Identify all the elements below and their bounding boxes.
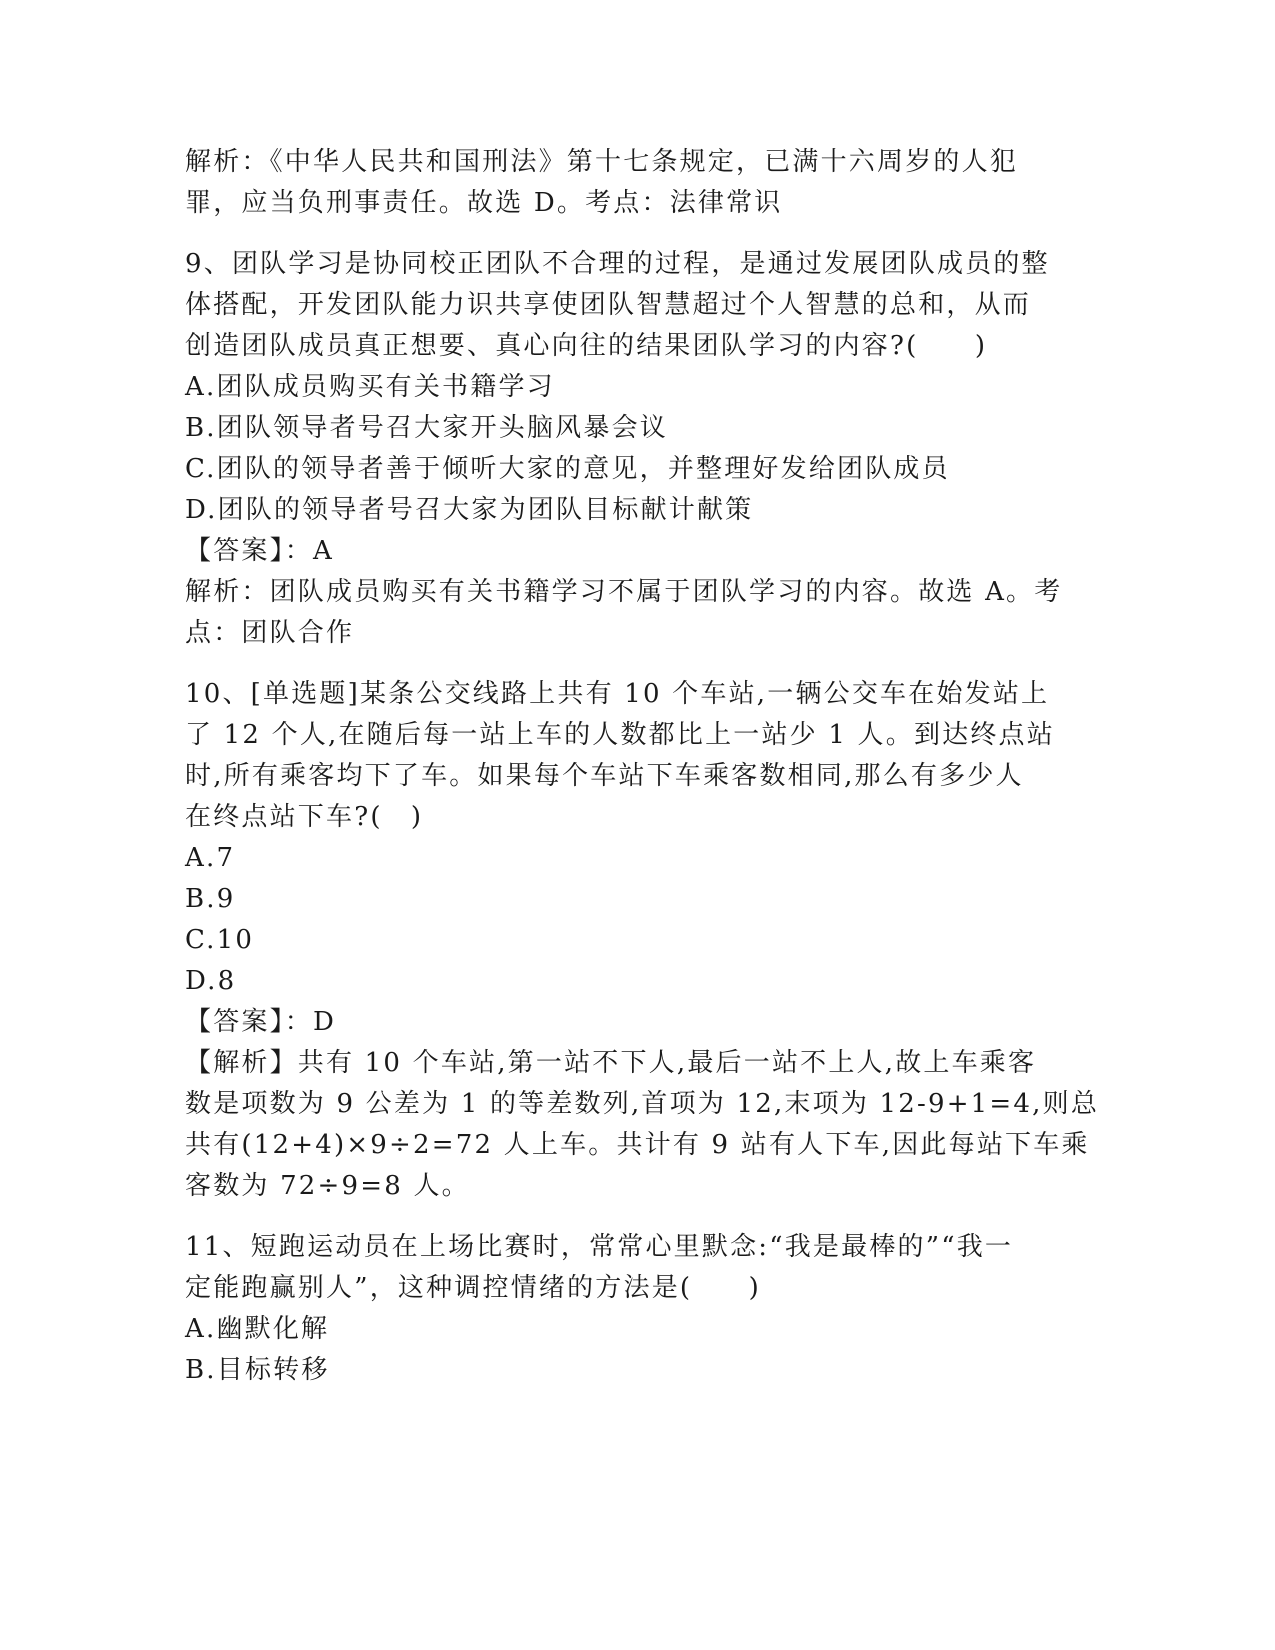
q10-analysis-line: 共有(12+4)×9÷2=72 人上车。共计有 9 站有人下车,因此每站下车乘	[185, 1130, 1090, 1160]
q10-option-b: B.9	[185, 884, 236, 914]
q10-analysis-line: 客数为 72÷9=8 人。	[185, 1171, 470, 1201]
q11-question-line: 11、短跑运动员在上场比赛时，常常心里默念:“我是最棒的”“我一	[185, 1232, 1014, 1262]
document-page	[185, 0, 1100, 1650]
q10-question-line: 10、[单选题]某条公交线路上共有 10 个车站,一辆公交车在始发站上	[185, 679, 1050, 709]
q9-option-a: A.团队成员购买有关书籍学习	[185, 372, 555, 402]
q10-question-line: 了 12 个人,在随后每一站上车的人数都比上一站少 1 人。到达终点站	[185, 720, 1055, 750]
q11-question-line: 定能跑赢别人”，这种调控情绪的方法是( )	[185, 1273, 761, 1303]
q9-question-line: 创造团队成员真正想要、真心向往的结果团队学习的内容?( )	[185, 331, 988, 361]
q9-option-c: C.团队的领导者善于倾听大家的意见，并整理好发给团队成员	[185, 454, 950, 484]
q10-question-line: 时,所有乘客均下了车。如果每个车站下车乘客数相同,那么有多少人	[185, 761, 1024, 791]
q9-option-b: B.团队领导者号召大家开头脑风暴会议	[185, 413, 668, 443]
q10-option-a: A.7	[185, 843, 236, 873]
q11-option-b: B.目标转移	[185, 1355, 330, 1385]
q11-option-a: A.幽默化解	[185, 1314, 330, 1344]
q10-answer: 【答案】：D	[185, 1007, 337, 1037]
q9-option-d: D.团队的领导者号召大家为团队目标献计献策	[185, 495, 754, 525]
q8-analysis-line: 解析：《中华人民共和国刑法》第十七条规定，已满十六周岁的人犯	[185, 147, 1019, 177]
q10-question-line: 在终点站下车?( )	[185, 802, 424, 832]
q9-answer: 【答案】：A	[185, 536, 334, 566]
q9-question-line: 9、团队学习是协同校正团队不合理的过程，是通过发展团队成员的整	[185, 249, 1050, 279]
q10-option-c: C.10	[185, 925, 255, 955]
q9-question-line: 体搭配，开发团队能力识共享使团队智慧超过个人智慧的总和，从而	[185, 290, 1032, 320]
q10-analysis-line: 【解析】共有 10 个车站,第一站不下人,最后一站不上人,故上车乘客	[185, 1048, 1037, 1078]
q9-analysis-line: 点：团队合作	[185, 618, 355, 648]
q10-option-d: D.8	[185, 966, 237, 996]
q8-analysis-line: 罪，应当负刑事责任。故选 D。考点：法律常识	[185, 188, 783, 218]
q10-analysis-line: 数是项数为 9 公差为 1 的等差数列,首项为 12,末项为 12-9+1=4,则总	[185, 1089, 1100, 1119]
q9-analysis-line: 解析：团队成员购买有关书籍学习不属于团队学习的内容。故选 A。考	[185, 577, 1063, 607]
